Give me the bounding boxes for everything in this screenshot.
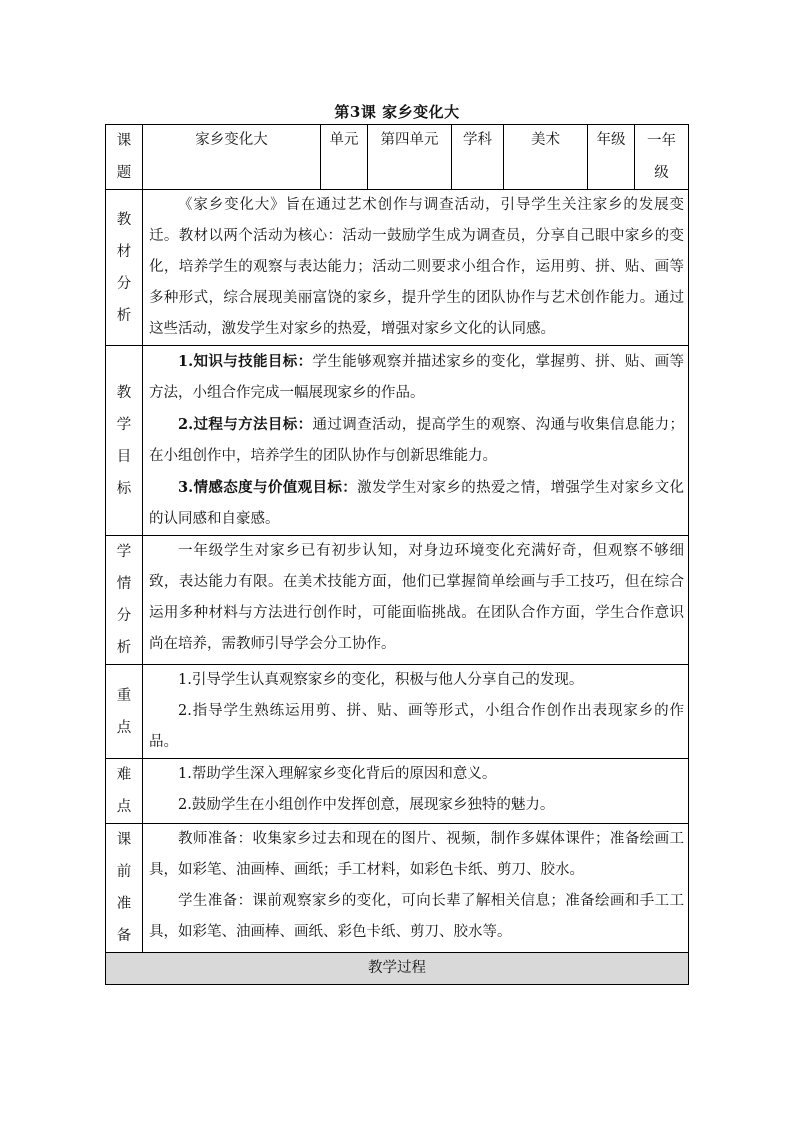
preparation-item: 教师准备：收集家乡过去和现在的图片、视频，制作多媒体课件；准备绘画工具，如彩笔、油画棒、画纸；手工材料，如彩色卡纸、剪刀、胶水。	[149, 831, 684, 878]
subject-value: 美术	[504, 125, 588, 190]
teaching-goals-label: 教 学 目 标	[106, 346, 143, 536]
goal-item: 2.过程与方法目标：通过调查活动，提高学生的观察、沟通与收集信息能力；在小组创作中，培养学生的团队协作与创新思维能力。	[149, 416, 685, 464]
difficulty-item: 2.鼓励学生在小组创作中发挥创意，展现家乡独特的魅力。	[178, 797, 555, 813]
unit-value: 第四单元	[368, 125, 452, 190]
key-point-item: 1.引导学生认真观察家乡的变化，积极与他人分享自己的发现。	[178, 672, 584, 688]
preparation-item: 学生准备：课前观察家乡的变化，可向长辈了解相关信息；准备绘画和手工工具，如彩笔、油画棒、画纸、彩色卡纸、剪刀、胶水等。	[149, 893, 684, 940]
difficulties-content	[143, 759, 689, 824]
teaching-goals-row	[106, 346, 689, 536]
grade-label: 年级	[588, 125, 635, 190]
learner-analysis-row	[106, 536, 689, 665]
key-points-row	[106, 665, 689, 759]
subject-label: 学科	[452, 125, 504, 190]
teaching-process-header: 教学过程	[106, 953, 689, 985]
difficulties-label: 难 点	[106, 759, 143, 824]
key-points-label: 重 点	[106, 665, 143, 759]
key-points-content	[143, 665, 689, 759]
learner-analysis-label: 学 情 分 析	[106, 536, 143, 665]
preparation-content	[143, 824, 689, 953]
goal-item: 1.知识与技能目标：学生能够观察并描述家乡的变化，掌握剪、拼、贴、画等方法，小组合作完成一幅展现家乡的作品。	[149, 353, 685, 401]
topic-label: 课 题	[106, 125, 143, 190]
topic-value: 家乡变化大	[143, 125, 321, 190]
textbook-analysis-content	[143, 190, 689, 346]
lesson-plan-table	[105, 124, 689, 985]
difficulties-row	[106, 759, 689, 824]
learner-analysis-text: 一年级学生对家乡已有初步认知，对身边环境变化充满好奇，但观察不够细致，表达能力有限。在美术技能方面，他们已掌握简单绘画与手工技巧，但在综合运用多种材料与方法进行创作时，可能面临挑战。在团队合作方面，学生合作意识尚在培养，需教师引导学会分工协作。	[149, 543, 684, 652]
learner-analysis-content	[143, 536, 689, 665]
preparation-row	[106, 824, 689, 953]
key-point-item: 2.指导学生熟练运用剪、拼、贴、画等形式，小组合作创作出表现家乡的作品。	[149, 703, 684, 750]
goal-item: 3.情感态度与价值观目标：激发学生对家乡的热爱之情，增强学生对家乡文化的认同感和自豪感。	[149, 479, 685, 527]
teaching-process-row	[106, 953, 689, 985]
textbook-analysis-text: 《家乡变化大》旨在通过艺术创作与调查活动，引导学生关注家乡的发展变迁。教材以两个活动为核心：活动一鼓励学生成为调查员，分享自己眼中家乡的变化，培养学生的观察与表达能力；活动二则要求小组合作，运用剪、拼、贴、画等多种形式，综合展现美丽富饶的家乡，提升学生的团队协作与艺术创作能力。通过这些活动，激发学生对家乡的热爱，增强对家乡文化的认同感。	[149, 197, 684, 337]
header-row	[106, 125, 689, 190]
teaching-goals-content	[143, 346, 689, 536]
grade-value: 一年 级	[635, 125, 689, 190]
preparation-label: 课 前 准 备	[106, 824, 143, 953]
lesson-title: 第3课 家乡变化大	[334, 103, 460, 121]
textbook-analysis-row	[106, 190, 689, 346]
textbook-analysis-label: 教 材 分 析	[106, 190, 143, 346]
difficulty-item: 1.帮助学生深入理解家乡变化背后的原因和意义。	[178, 766, 497, 782]
unit-label: 单元	[321, 125, 368, 190]
